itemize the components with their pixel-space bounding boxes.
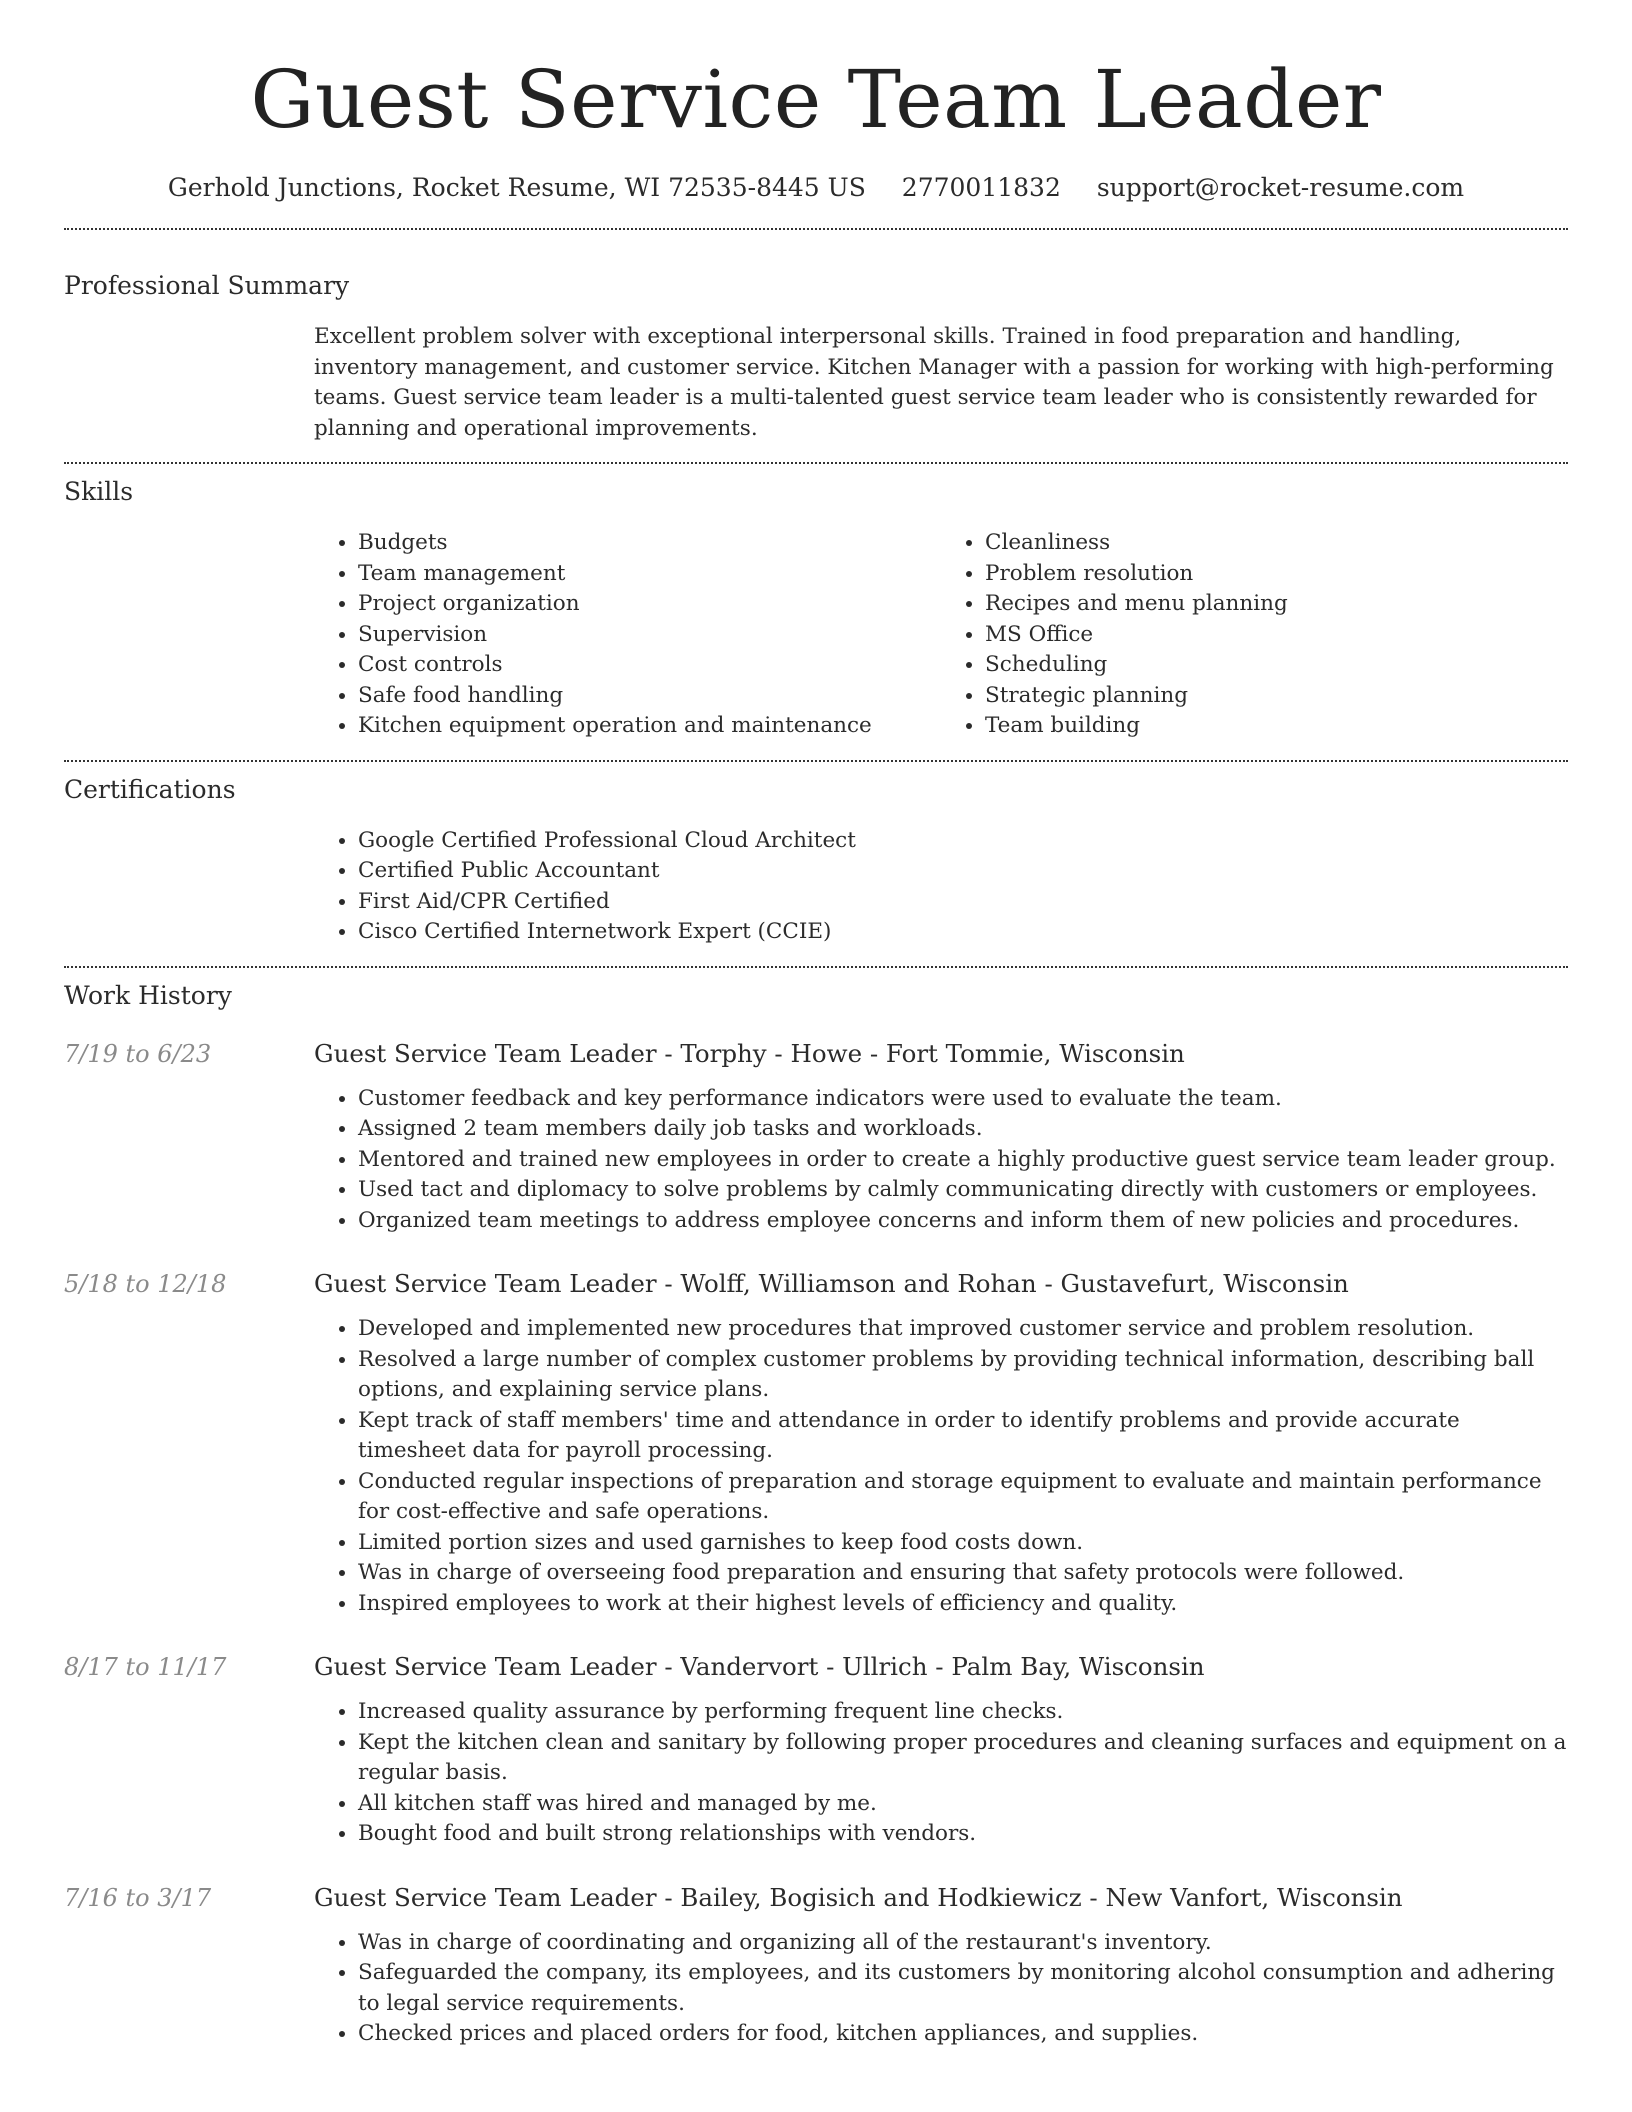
resume-header [0,0,1632,204]
divider [64,228,1568,230]
job-title: Guest Service Team Leader - Wolff, Williamson and Rohan - Gustavefurt, Wisconsin [314,1269,1349,1298]
list-item: • Developed and implemented new procedures that improved customer service and problem resolution. [358,1314,1568,1345]
list-item: • Organized team meetings to address employee concerns and inform them of new policies and procedures. [358,1206,1568,1237]
section-title-certifications: Certifications [64,774,236,804]
section-title-work: Work History [64,980,232,1010]
skills-list-left [314,528,941,742]
divider [64,462,1568,464]
list-item: • Resolved a large number of complex customer problems by providing technical information, describing ball options, and explaining service plans. [358,1345,1568,1406]
job-title: Guest Service Team Leader - Torphy - Howe - Fort Tommie, Wisconsin [314,1038,1185,1068]
list-item: • Cleanliness [985,528,1568,559]
section-title-summary: Professional Summary [64,271,350,300]
job-dates: 7/16 to 3/17 [64,1883,212,1912]
work-section [64,980,1568,2050]
list-item: • Increased quality assurance by performing frequent line checks. [358,1697,1568,1728]
job-dates: 5/18 to 12/18 [64,1270,227,1298]
divider [64,966,1568,968]
list-item: • Mentored and trained new employees in order to create a highly productive guest service team leader group. [358,1145,1568,1176]
list-item: • Used tact and diplomacy to solve problems by calmly communicating directly with customers or employees. [358,1175,1568,1206]
job-bullets [314,1928,1568,2050]
job-dates: 8/17 to 11/17 [64,1653,227,1681]
list-item: • MS Office [985,620,1568,651]
list-item: • Was in charge of overseeing food preparation and ensuring that safety protocols were followed. [358,1558,1568,1589]
summary-text: Excellent problem solver with exceptional interpersonal skills. Trained in food preparation and handling, inventory management, and customer service. Kitchen Manager with a passion for working with high-performing teams. Guest service team leader is a multi-talented guest service team leader who is consistently rewarded for planning and operational improvements. [314,324,1554,441]
list-item: • Kept track of staff members' time and attendance in order to identify problems and provide accurate timesheet data for payroll processing. [358,1406,1568,1467]
list-item: • Budgets [358,528,941,559]
list-item: • Supervision [358,620,941,651]
skills-list-right [941,528,1568,742]
candidate-name: Guest Service Team Leader [250,53,1382,146]
list-item: • Kitchen equipment operation and maintenance [358,711,941,742]
certifications-body [314,826,1568,948]
list-item: • Inspired employees to work at their highest levels of efficiency and quality. [358,1589,1568,1620]
summary-section [64,270,1568,444]
job-entry [64,1882,1568,2050]
job-header [64,1651,1568,1683]
job-header [64,1268,1568,1300]
skills-body [314,528,1568,742]
contact-email: support@rocket-resume.com [1096,173,1465,202]
list-item: • Limited portion sizes and used garnishes to keep food costs down. [358,1528,1568,1559]
certifications-list [314,826,1568,948]
list-item: • Team building [985,711,1568,742]
list-item: • All kitchen staff was hired and managed by me. [358,1789,1568,1820]
list-item: • Project organization [358,589,941,620]
list-item: • Customer feedback and key performance indicators were used to evaluate the team. [358,1084,1568,1115]
list-item: • Kept the kitchen clean and sanitary by following proper procedures and cleaning surfaces and equipment on a regular basis. [358,1728,1568,1789]
list-item: • Problem resolution [985,559,1568,590]
section-title-skills: Skills [64,477,134,506]
divider [64,760,1568,762]
list-item: • Was in charge of coordinating and organizing all of the restaurant's inventory. [358,1928,1568,1959]
list-item: • Scheduling [985,650,1568,681]
list-item: • Assigned 2 team members daily job tasks and workloads. [358,1114,1568,1145]
contact-address: Gerhold Junctions, Rocket Resume, WI 72535-8445 US [167,173,866,202]
job-header [64,1038,1568,1070]
job-entry [64,1038,1568,1237]
list-item: • Google Certified Professional Cloud Architect [358,826,1568,857]
job-bullets [314,1084,1568,1237]
list-item: • Strategic planning [985,681,1568,712]
job-entry [64,1651,1568,1850]
list-item: • Safeguarded the company, its employees, and its customers by monitoring alcohol consumption and adhering to legal service requirements. [358,1958,1568,2019]
certifications-section [64,774,1568,948]
list-item: • Team management [358,559,941,590]
contact-line [0,172,1632,204]
list-item: • Conducted regular inspections of preparation and storage equipment to evaluate and maintain performance for cost-effective and safe operations. [358,1467,1568,1528]
list-item: • Safe food handling [358,681,941,712]
job-bullets [314,1314,1568,1619]
job-title: Guest Service Team Leader - Bailey, Bogisich and Hodkiewicz - New Vanfort, Wisconsin [314,1882,1403,1912]
list-item: • First Aid/CPR Certified [358,887,1568,918]
job-dates: 7/19 to 6/23 [64,1039,212,1068]
job-entry [64,1268,1568,1619]
skills-section [64,476,1568,742]
list-item: • Recipes and menu planning [985,589,1568,620]
list-item: • Certified Public Accountant [358,856,1568,887]
list-item: • Cisco Certified Internetwork Expert (CCIE) [358,917,1568,948]
skills-grid [314,528,1568,742]
list-item: • Checked prices and placed orders for food, kitchen appliances, and supplies. [358,2019,1568,2050]
contact-phone: 2770011832 [901,173,1061,202]
job-header [64,1882,1568,1914]
list-item: • Cost controls [358,650,941,681]
list-item: • Bought food and built strong relationships with vendors. [358,1819,1568,1850]
summary-body [314,322,1568,444]
job-bullets [314,1697,1568,1850]
job-title: Guest Service Team Leader - Vandervort - Ullrich - Palm Bay, Wisconsin [314,1652,1205,1681]
